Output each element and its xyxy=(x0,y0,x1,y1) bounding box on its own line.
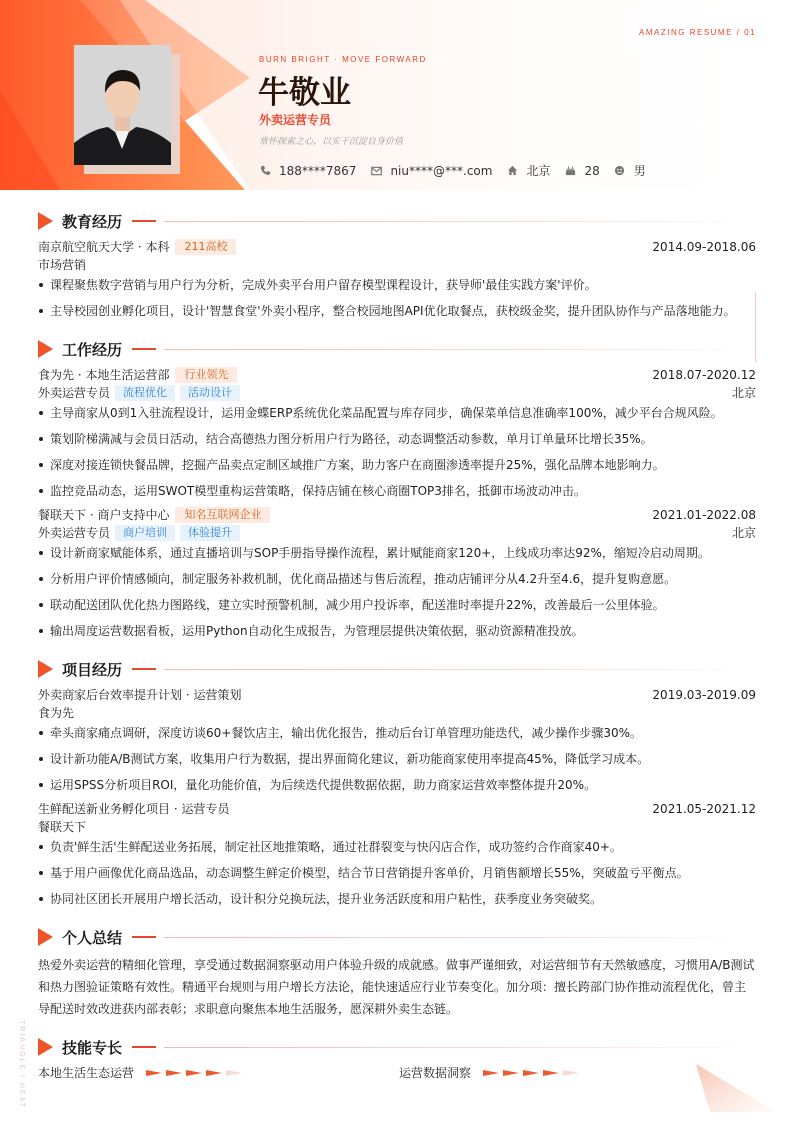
job-date: 2021.01-2022.08 xyxy=(652,507,756,522)
contact-info xyxy=(259,162,660,179)
list-item: 负责'鲜生活'生鲜配送业务拓展，制定社区地推策略，通过社群裂变与快闪店合作，成功签约合作商家40+。 xyxy=(38,838,756,855)
job-role: 外卖运营专员 xyxy=(38,526,111,540)
company-badge: 知名互联网企业 xyxy=(175,507,270,523)
job-row xyxy=(38,366,756,383)
skill-tag: 商户培训 xyxy=(115,525,175,541)
decorative-triangle xyxy=(696,1060,776,1115)
list-item: 基于用户画像优化商品选品，动态调整生鲜定价模型，结合节日营销提升客单价，月销售额增长55%，突破盈亏平衡点。 xyxy=(38,864,756,881)
job-role-row xyxy=(38,384,756,401)
section-skills-header xyxy=(38,1037,756,1057)
triangle-icon xyxy=(38,660,53,678)
skill-tag: 流程优化 xyxy=(115,385,175,401)
section-title: 技能专长 xyxy=(62,1038,123,1057)
job-date: 2018.07-2020.12 xyxy=(652,367,756,382)
list-item: 输出周度运营数据看板，运用Python自动化生成报告，为管理层提供决策依据，驱动资源精准投放。 xyxy=(38,622,756,639)
skill-level-bar xyxy=(483,1070,583,1076)
section-summary-header xyxy=(38,927,756,947)
major: 市场营销 xyxy=(38,258,87,272)
triangle-icon xyxy=(38,212,53,230)
project-date: 2021.05-2021.12 xyxy=(652,801,756,816)
skill-tag: 活动设计 xyxy=(180,385,240,401)
phone-icon xyxy=(259,165,271,177)
job-role: 外卖运营专员 xyxy=(38,386,111,400)
section-work-header xyxy=(38,339,756,359)
skill-name: 运营数据洞察 xyxy=(399,1066,472,1080)
job-city: 北京 xyxy=(731,526,756,540)
skill-level-filled xyxy=(186,1070,202,1076)
skill-level-empty xyxy=(226,1070,242,1076)
mail-icon xyxy=(370,165,382,177)
skill-level-filled xyxy=(543,1070,559,1076)
section-title: 工作经历 xyxy=(62,340,123,359)
skill-item xyxy=(38,1064,246,1081)
skill-level-filled xyxy=(206,1070,222,1076)
list-item: 运用SPSS分析项目ROI，量化功能价值，为后续迭代提供数据依据，助力商家运营效率整体提升20%。 xyxy=(38,776,756,793)
candidate-name: 牛敬业 xyxy=(258,75,351,111)
avatar xyxy=(74,45,171,165)
job-city: 北京 xyxy=(731,386,756,400)
project-row xyxy=(38,800,756,817)
education-date: 2014.09-2018.06 xyxy=(652,239,756,254)
school-name: 南京航空航天大学 · 本科 xyxy=(38,240,170,254)
skill-name: 本地生活生态运营 xyxy=(38,1066,135,1080)
education-major-row xyxy=(38,256,756,273)
list-item: 监控竞品动态，运用SWOT模型重构运营策略，保持店铺在核心商圈TOP3排名，抵御市场波动冲击。 xyxy=(38,482,756,499)
list-item: 设计新功能A/B测试方案，收集用户行为数据，提出界面简化建议，新功能商家使用率提高45%，降低学习成本。 xyxy=(38,750,756,767)
contact-age: 28 xyxy=(564,164,599,178)
project-org-row xyxy=(38,818,756,835)
company-badge: 行业领先 xyxy=(175,367,237,383)
company-name: 餐联天下 · 商户支持中心 xyxy=(38,508,170,522)
list-item: 联动配送团队优化热力图路线，建立实时预警机制，减少用户投诉率，配送准时率提升22%，改善最后一公里体验。 xyxy=(38,596,756,613)
contact-gender: 男 xyxy=(614,162,646,179)
skill-level-bar xyxy=(146,1070,246,1076)
project-row xyxy=(38,686,756,703)
list-item: 策划阶梯满减与会员日活动，结合高德热力图分析用户行为路径，动态调整活动参数，单月订单量环比增长35%。 xyxy=(38,430,756,447)
triangle-icon xyxy=(38,340,53,358)
section-education-header xyxy=(38,211,756,231)
gender-icon xyxy=(614,165,626,177)
skill-level-filled xyxy=(146,1070,162,1076)
skill-level-filled xyxy=(523,1070,539,1076)
project-name: 生鲜配送新业务孵化项目 · 运营专员 xyxy=(38,802,230,816)
section-title: 教育经历 xyxy=(62,212,123,231)
project-org-row xyxy=(38,704,756,721)
list-item: 设计新商家赋能体系，通过直播培训与SOP手册指导操作流程，累计赋能商家120+，上线成功率达92%，缩短冷启动周期。 xyxy=(38,544,756,561)
contact-phone: 188****7867 xyxy=(259,164,356,178)
slogan: BURN BRIGHT · MOVE FORWARD xyxy=(259,55,427,64)
skill-level-filled xyxy=(483,1070,499,1076)
skill-level-filled xyxy=(503,1070,519,1076)
corner-tag: AMAZING RESUME / 01 xyxy=(639,28,756,37)
side-text: TRIANGLE / HEAT xyxy=(18,1020,25,1109)
skill-tag: 体验提升 xyxy=(180,525,240,541)
job-title: 外卖运营专员 xyxy=(259,113,332,127)
section-title: 个人总结 xyxy=(62,928,123,947)
job-role-row xyxy=(38,524,756,541)
job-row xyxy=(38,506,756,523)
project-name: 外卖商家后台效率提升计划 · 运营策划 xyxy=(38,688,242,702)
project-org: 餐联天下 xyxy=(38,820,87,834)
section-title: 项目经历 xyxy=(62,660,123,679)
triangle-icon xyxy=(38,1038,53,1056)
list-item: 协同社区团长开展用户增长活动，设计积分兑换玩法，提升业务活跃度和用户粘性，获季度业务突破奖。 xyxy=(38,890,756,907)
list-item: 课程聚焦数字营销与用户行为分析，完成外卖平台用户留存模型课程设计，获导师'最佳实践方案'评价。 xyxy=(38,276,756,293)
skill-level-empty xyxy=(563,1070,579,1076)
list-item: 主导校园创业孵化项目，设计'智慧食堂'外卖小程序，整合校园地图API优化取餐点，获校级金奖，提升团队协作与产品落地能力。 xyxy=(38,302,756,319)
skill-item xyxy=(399,1064,583,1081)
list-item: 主导商家从0到1入驻流程设计，运用金蝶ERP系统优化菜品配置与库存同步，确保菜单信息准确率100%，减少平台合规风险。 xyxy=(38,404,756,421)
triangle-icon xyxy=(38,928,53,946)
skill-level-filled xyxy=(166,1070,182,1076)
home-icon xyxy=(506,165,518,177)
school-badge: 211高校 xyxy=(175,239,236,255)
motto: 常怀探索之心，以实干沉淀自身价值 xyxy=(259,137,404,147)
section-projects-header xyxy=(38,659,756,679)
project-org: 食为先 xyxy=(38,706,75,720)
company-name: 食为先 · 本地生活运营部 xyxy=(38,368,170,382)
education-row xyxy=(38,238,756,255)
cake-icon xyxy=(564,165,576,177)
list-item: 深度对接连锁快餐品牌，挖掘产品卖点定制区域推广方案，助力客户在商圈渗透率提升25%，强化品牌本地影响力。 xyxy=(38,456,756,473)
list-item: 牵头商家痛点调研，深度访谈60+餐饮店主，输出优化报告，推动后台订单管理功能迭代，减少操作步骤30%。 xyxy=(38,724,756,741)
contact-email: niu****@***.com xyxy=(370,164,492,178)
contact-city: 北京 xyxy=(506,162,550,179)
project-date: 2019.03-2019.09 xyxy=(652,687,756,702)
summary-text: 热爱外卖运营的精细化管理，享受通过数据洞察驱动用户体验升级的成就感。做事严谨细致，对运营细节有天然敏感度，习惯用A/B测试和热力图验证策略有效性。精通平台规则与用户增长方法论，能快速适应行业节奏变化。加分项：擅长跨部门协作推动流程优化，曾主导配送时效改进获内部表彰；求职意向聚焦本地生活服务，愿深耕外卖生态链。 xyxy=(38,958,755,1016)
list-item: 分析用户评价情感倾向，制定服务补救机制，优化商品描述与售后流程，推动店铺评分从4.2升至4.6，提升复购意愿。 xyxy=(38,570,756,587)
